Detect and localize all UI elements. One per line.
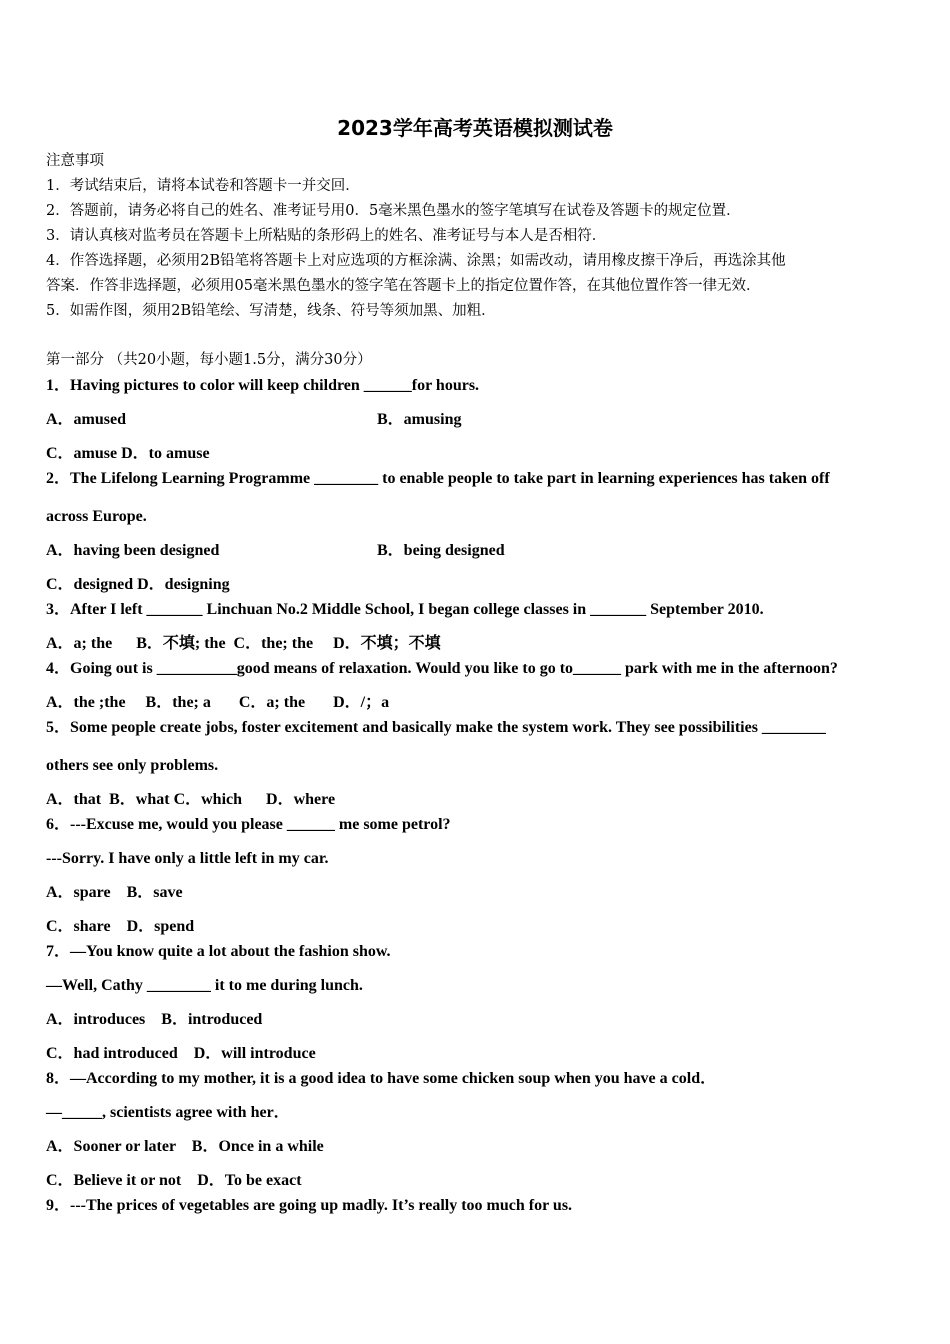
notice-item: 5．如需作图，须用2B铅笔绘、写清楚，线条、符号等须加黑、加粗． [46, 303, 496, 319]
question-7-stem: 7．—You know quite a lot about the fashion show. [46, 943, 391, 960]
page-title: 2023学年高考英语模拟测试卷 [337, 116, 613, 140]
question-6-stem-cont: ---Sorry. I have only a little left in my car. [46, 850, 329, 867]
question-7-options-cd: C．had introduced D．will introduce [46, 1045, 316, 1062]
notice-item: 2．答题前，请务必将自己的姓名、准考证号用0．5毫米黑色墨水的签字笔填写在试卷及答题卡的规定位置． [46, 203, 741, 219]
question-5-stem-cont: others see only problems. [46, 757, 219, 774]
question-5-stem: 5．Some people create jobs, foster excitement and basically make the system work. They see possibilities ________ [46, 719, 826, 736]
question-6-stem: 6．---Excuse me, would you please ______ me some petrol? [46, 816, 451, 833]
question-9-stem: 9．---The prices of vegetables are going up madly. It’s really too much for us. [46, 1197, 573, 1214]
question-7-options-ab: A．introduces B．introduced [46, 1011, 263, 1028]
question-3-stem: 3．After I left _______ Linchuan No.2 Middle School, I began college classes in _______ September 2010. [46, 601, 764, 618]
question-3-options: A．a; the B．不填; the C．the; the D．不填；不填 [46, 635, 441, 652]
notice-item: 1．考试结束后，请将本试卷和答题卡一并交回． [46, 178, 360, 194]
question-7-stem-cont: —Well, Cathy ________ it to me during lunch. [46, 977, 363, 994]
question-1-option-b: B．amusing [377, 411, 462, 428]
question-6-options-cd: C．share D．spend [46, 918, 195, 935]
question-1-options-cd: C．amuse D．to amuse [46, 445, 210, 462]
question-4-stem: 4．Going out is __________good means of relaxation. Would you like to go to______ park with me in the afternoon? [46, 660, 838, 677]
question-8-stem-cont: —_____, scientists agree with her． [46, 1104, 290, 1121]
notice-item: 3．请认真核对监考员在答题卡上所粘贴的条形码上的姓名、准考证号与本人是否相符． [46, 228, 607, 244]
notice-item: 4．作答选择题，必须用2B铅笔将答题卡上对应选项的方框涂满、涂黑；如需改动，请用橡皮擦干净后，再选涂其他 [46, 253, 786, 269]
notice-heading: 注意事项 [46, 153, 104, 169]
question-2-stem: 2．The Lifelong Learning Programme ________ to enable people to take part in learning experiences has taken off [46, 470, 830, 487]
question-1-option-a: A．amused [46, 411, 127, 428]
question-6-options-ab: A．spare B．save [46, 884, 183, 901]
section-heading: 第一部分 （共20小题，每小题1.5分，满分30分） [46, 352, 372, 368]
question-2-option-b: B．being designed [377, 542, 505, 559]
question-5-options: A．that B．what C．which D．where [46, 791, 336, 808]
question-8-stem: 8．—According to my mother, it is a good idea to have some chicken soup when you have a cold． [46, 1070, 717, 1087]
question-2-option-a: A．having been designed [46, 542, 220, 559]
question-8-options-cd: C．Believe it or not D．To be exact [46, 1172, 302, 1189]
question-2-stem-cont: across Europe. [46, 508, 147, 525]
question-8-options-ab: A．Sooner or later B．Once in a while [46, 1138, 324, 1155]
question-1-stem: 1．Having pictures to color will keep children ______for hours. [46, 377, 480, 394]
question-2-options-cd: C．designed D．designing [46, 576, 230, 593]
question-4-options: A．the ;the B．the; a C．a; the D．/；a [46, 694, 390, 711]
notice-item: 答案．作答非选择题，必须用05毫米黑色墨水的签字笔在答题卡上的指定位置作答，在其他位置作答一律无效． [46, 278, 761, 294]
